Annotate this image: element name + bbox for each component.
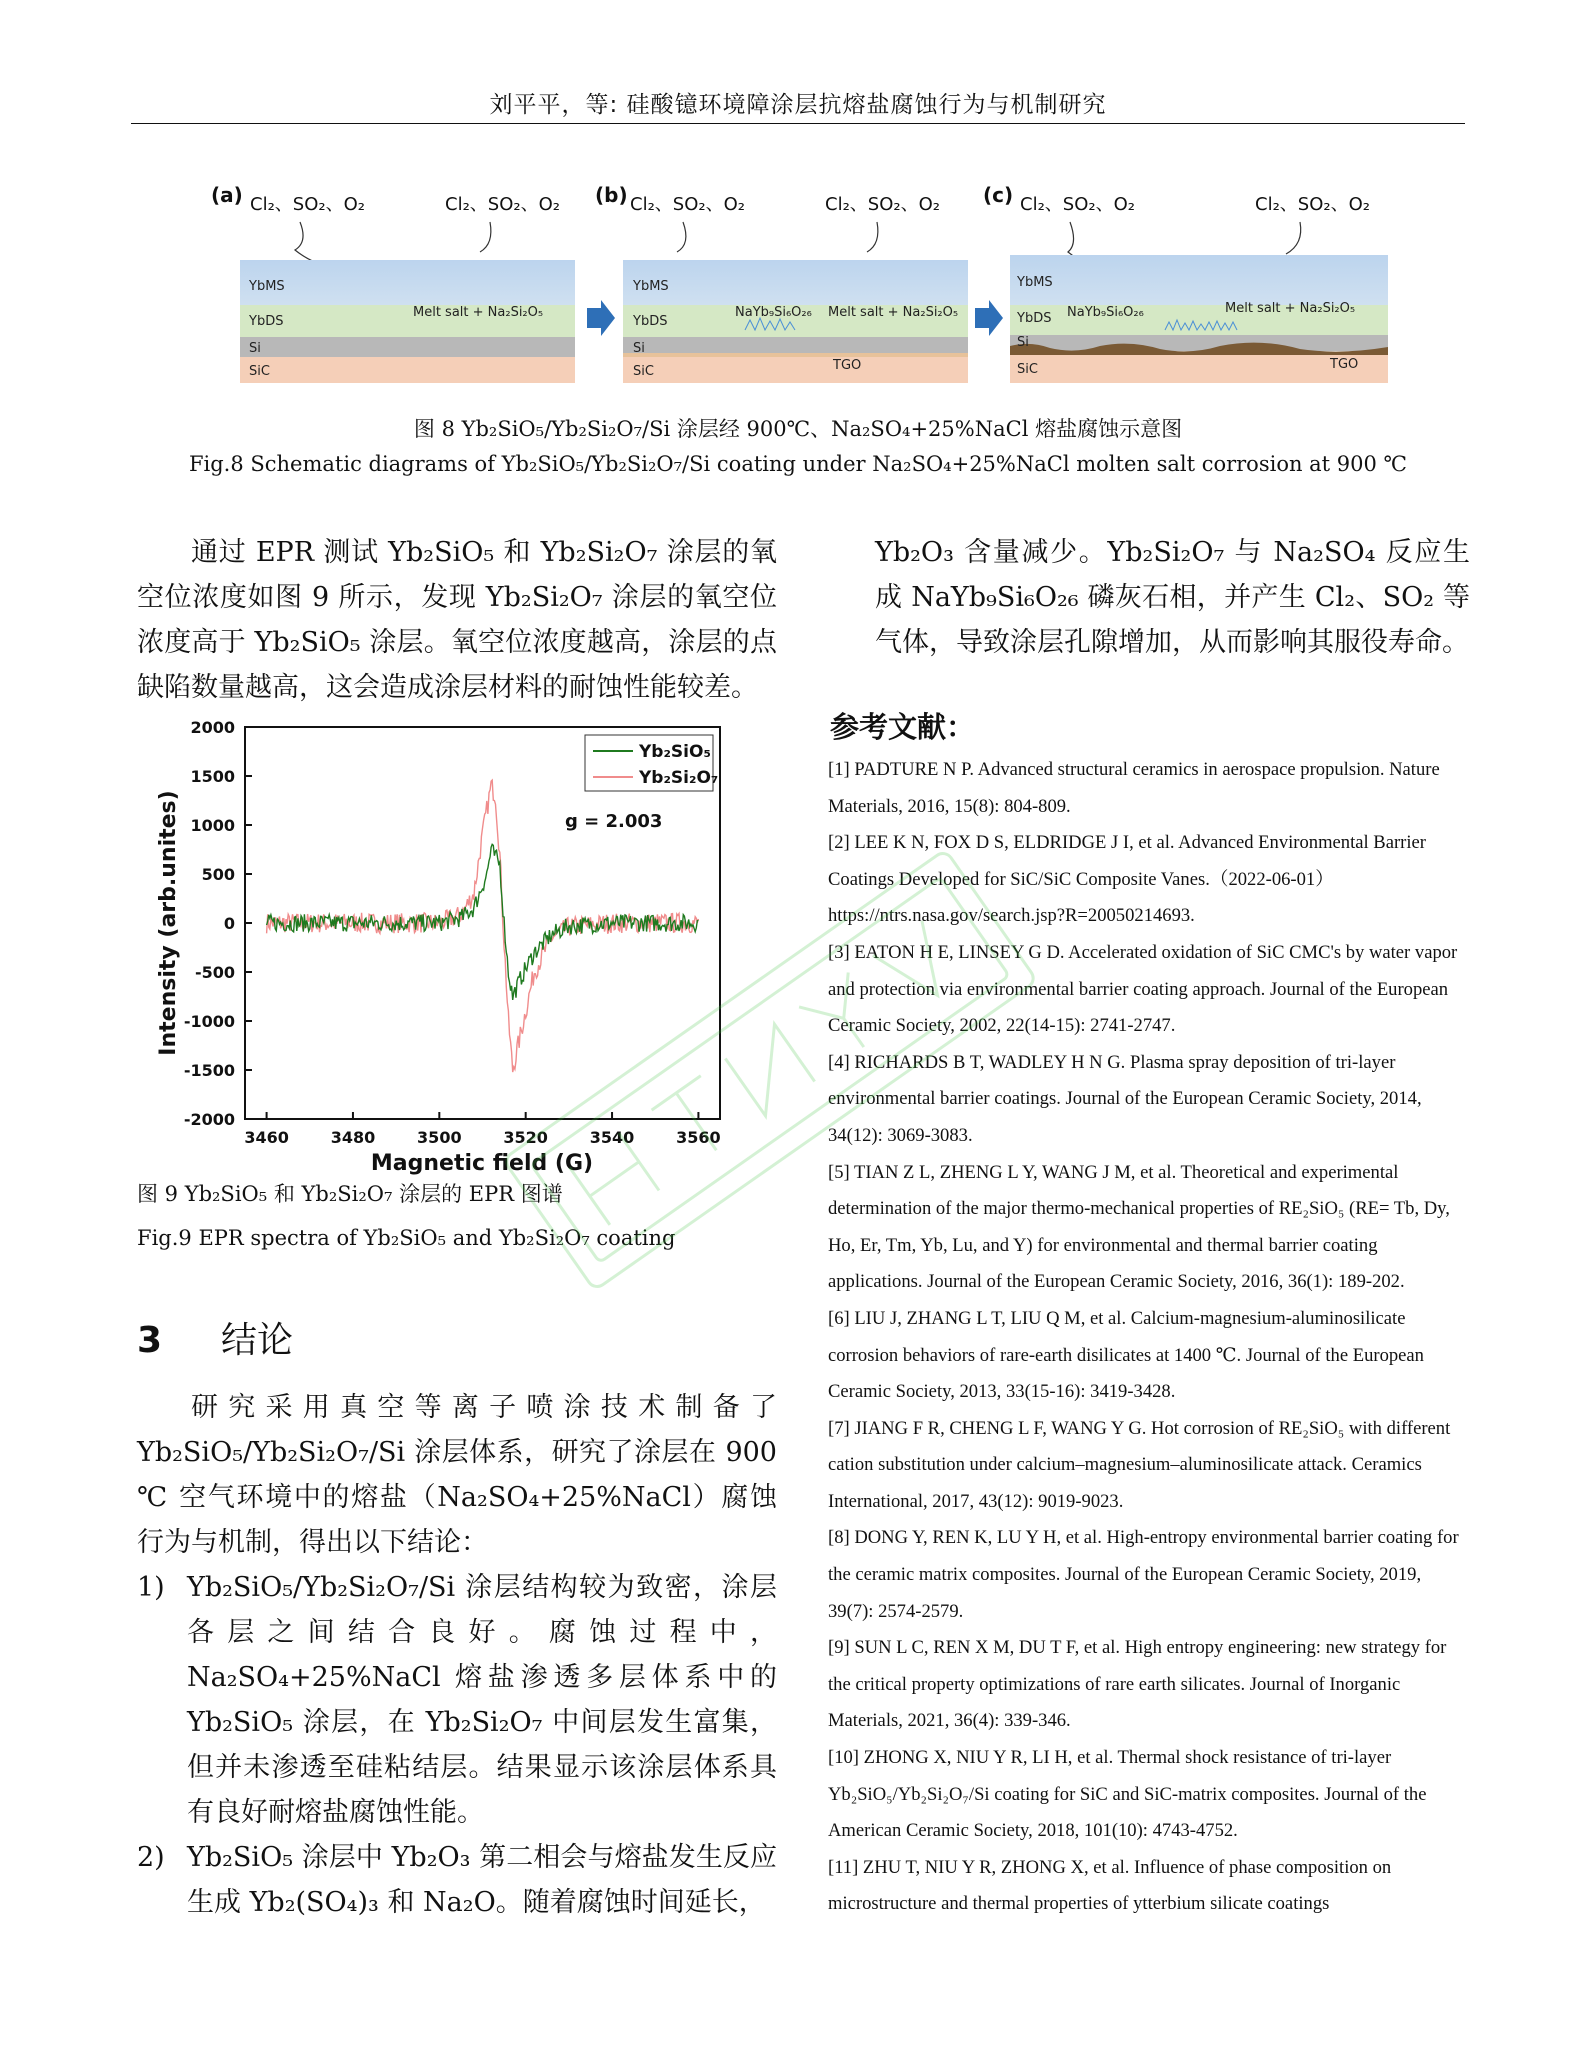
section-number: 3 (137, 1320, 163, 1361)
layer-sic: SiC (633, 364, 654, 379)
gas-label: Cl₂、SO₂、O₂ (250, 194, 365, 215)
legend (585, 735, 718, 791)
item-number: 1) (137, 1572, 165, 1603)
figure-8-caption-en: Fig.8 Schematic diagrams of Yb₂SiO₅/Yb₂Si₂O₇/Si coating under Na₂SO₄+25%NaCl molten salt corrosion at 900 ℃ (188, 452, 1408, 476)
x-tick-label: 3540 (589, 1128, 635, 1147)
paragraph-conclusion-intro: 研究采用真空等离子喷涂技术制备了 Yb₂SiO₅/Yb₂Si₂O₇/Si 涂层体系，研究了涂层在 900 ℃ 空气环境中的熔盐（Na₂SO₄+25%NaCl）腐蚀行为与机制，得出以下结论： (137, 1392, 777, 1558)
gas-label: Cl₂、SO₂、O₂ (1020, 194, 1135, 215)
reference-item: [9] SUN L C, REN X M, DU T F, et al. High entropy engineering: new strategy for the critical property optimizations of rare earth silicates. Journal of Inorganic Materials, 2021, 36(4): 339-346. (828, 1637, 1447, 1732)
tgo-label: TGO (1330, 357, 1359, 372)
tgo-label: TGO (833, 358, 862, 373)
layer-sic: SiC (1017, 362, 1038, 377)
panel-a (211, 183, 575, 383)
layer-ybds: YbDS (249, 314, 284, 329)
phase-label: NaYb₉Si₆O₂₆ (1067, 305, 1144, 320)
layer-si: Si (633, 341, 645, 356)
y-tick-label: -500 (194, 963, 235, 982)
reference-item: [4] RICHARDS B T, WADLEY H N G. Plasma spray deposition of tri-layer environmental barrier coatings. Journal of the European Ceramic Society, 2014, 34(12): 3069-3083. (828, 1051, 1422, 1146)
layer-ybds: YbDS (633, 314, 668, 329)
legend-label-2: Yb₂Si₂O₇ (639, 768, 719, 788)
layer-si: Si (249, 341, 261, 356)
reference-item: [5] TIAN Z L, ZHENG L Y, WANG J M, et al. Theoretical and experimental determination of the major thermo-mechanical properties of RE₂SiO₅ (RE= Tb, Dy, Ho, Er, Tm, Yb, Lu, and Y) for environmental and thermal barrier coating applications. Journal of the European Ceramic Society, 2016, 36(1): 189-202. (828, 1161, 1450, 1293)
reference-item: [2] LEE K N, FOX D S, ELDRIDGE J I, et al. Advanced Environmental Barrier Coatings Developed for SiC/SiC Composite Vanes.（2022-06-01）https://ntrs.nasa.gov/search.jsp?R=20050214693. (828, 832, 1426, 927)
arrow-right-icon (975, 300, 1003, 336)
layer-ybms: YbMS (249, 279, 285, 294)
layer-ybds: YbDS (1017, 311, 1052, 326)
y-tick-label: -1000 (183, 1012, 235, 1031)
y-tick-label: -2000 (183, 1110, 235, 1129)
section-heading (137, 1312, 293, 1363)
gas-label: Cl₂、SO₂、O₂ (630, 194, 745, 215)
layer-sic: SiC (249, 364, 270, 379)
reference-item: [3] EATON H E, LINSEY G D. Accelerated oxidation of SiC CMC's by water vapor and protection via environmental barrier coating approach. Journal of the European Ceramic Society, 2002, 22(14-15): 2741-2747. (828, 941, 1458, 1037)
melt-salt-label: Melt salt + Na₂Si₂O₅ (1225, 301, 1356, 316)
reference-item: [8] DONG Y, REN K, LU Y H, et al. High-entropy environmental barrier coating for the ceramic matrix composites. Journal of the European Ceramic Society, 2019, 39(7): 2574-2579. (828, 1527, 1459, 1622)
gas-label: Cl₂、SO₂、O₂ (1255, 194, 1370, 215)
conclusion-item-1 (137, 1565, 777, 1835)
x-tick-label: 3480 (330, 1128, 376, 1147)
y-tick-label: 1500 (190, 767, 235, 786)
item-text: Yb₂SiO₅ 涂层中 Yb₂O₃ 第二相会与熔盐发生反应生成 Yb₂(SO₄)₃ 和 Na₂O。随着腐蚀时间延长， (187, 1842, 777, 1918)
panel-a-label: (a) (211, 183, 243, 207)
layer-ybms: YbMS (1017, 275, 1053, 290)
section-title: 结论 (220, 1320, 293, 1361)
y-tick-label: 500 (201, 865, 235, 884)
references-title: 参考文献： (830, 710, 976, 744)
item-text: Yb₂SiO₅/Yb₂Si₂O₇/Si 涂层结构较为致密，涂层各层之间结合良好。腐蚀过程中，Na₂SO₄+25%NaCl 熔盐渗透多层体系中的 Yb₂SiO₅ 涂层，在 Yb₂Si₂O₇ 中间层发生富集，但并未渗透至硅粘结层。结果显示该涂层体系具有良好耐熔盐腐蚀性能。 (187, 1572, 777, 1828)
melt-salt-label: Melt salt + Na₂Si₂O₅ (828, 305, 959, 320)
x-tick-label: 3560 (676, 1128, 721, 1147)
reference-item: [6] LIU J, ZHANG L T, LIU Q M, et al. Calcium-magnesium-aluminosilicate corrosion behaviors of rare-earth disilicates at 1400 ℃. Journal of the European Ceramic Society, 2013, 33(15-16): 3419-3428. (828, 1307, 1424, 1403)
panel-c (983, 183, 1388, 383)
header-rule (131, 123, 1465, 124)
running-header: 刘平平，等: 硅酸镱环境障涂层抗熔盐腐蚀行为与机制研究 (489, 92, 1107, 118)
panel-c-label: (c) (983, 183, 1014, 207)
reference-item: [11] ZHU T, NIU Y R, ZHONG X, et al. Influence of phase composition on microstructure and thermal properties of ytterbium silicate coatings (828, 1856, 1392, 1915)
layer-ybms: YbMS (633, 279, 669, 294)
gas-label: Cl₂、SO₂、O₂ (825, 194, 940, 215)
y-tick-label: 0 (223, 914, 235, 933)
y-tick-label: 2000 (190, 718, 235, 737)
y-axis-label: Intensity (arb.unites) (156, 790, 181, 1056)
phase-label: NaYb₉Si₆O₂₆ (735, 305, 812, 320)
figure-9-caption-en: Fig.9 EPR spectra of Yb₂SiO₅ and Yb₂Si₂O₇ coating (137, 1226, 676, 1250)
watermark (420, 820, 1120, 1320)
melt-salt-label: Melt salt + Na₂Si₂O₅ (413, 305, 544, 320)
paragraph-epr: 通过 EPR 测试 Yb₂SiO₅ 和 Yb₂Si₂O₇ 涂层的氧空位浓度如图 9 所示，发现 Yb₂Si₂O₇ 涂层的氧空位浓度高于 Yb₂SiO₅ 涂层。氧空位浓度越高，涂层的点缺陷数量越高，这会造成涂层材料的耐蚀性能较差。 (137, 537, 777, 703)
arrow-right-icon (587, 300, 615, 336)
figure-9-caption-cn: 图 9 Yb₂SiO₅ 和 Yb₂Si₂O₇ 涂层的 EPR 图谱 (137, 1182, 563, 1206)
paragraph-continued: Yb₂O₃ 含量减少。Yb₂Si₂O₇ 与 Na₂SO₄ 反应生成 NaYb₉Si₆O₂₆ 磷灰石相，并产生 Cl₂、SO₂ 等气体，导致涂层孔隙增加，从而影响其服役寿命。 (875, 537, 1470, 658)
x-tick-label: 3520 (503, 1128, 548, 1147)
reference-item: [1] PADTURE N P. Advanced structural ceramics in aerospace propulsion. Nature Materials, 2016, 15(8): 804-809. (828, 759, 1440, 817)
reference-item: [7] JIANG F R, CHENG L F, WANG Y G. Hot corrosion of RE₂SiO₅ with different cation substitution under calcium–magnesium–aluminosilicate attack. Ceramics International, 2017, 43(12): 9019-9023. (828, 1417, 1451, 1512)
reference-item: [10] ZHONG X, NIU Y R, LI H, et al. Thermal shock resistance of tri-layer Yb₂SiO₅/Yb₂Si₂O₇/Si coating for SiC and SiC-matrix composites. Journal of the American Ceramic Society, 2018, 101(10): 4743-4752. (828, 1747, 1427, 1842)
figure-8-caption-cn: 图 8 Yb₂SiO₅/Yb₂Si₂O₇/Si 涂层经 900℃、Na₂SO₄+25%NaCl 熔盐腐蚀示意图 (413, 417, 1183, 441)
panel-b-label: (b) (595, 183, 628, 207)
item-number: 2) (137, 1842, 165, 1873)
conclusion-item-2 (137, 1835, 777, 1925)
legend-label-1: Yb₂SiO₅ (639, 742, 711, 762)
x-tick-label: 3500 (417, 1128, 462, 1147)
layer-si: Si (1017, 335, 1029, 350)
gas-label: Cl₂、SO₂、O₂ (445, 194, 560, 215)
panel-b (595, 183, 968, 383)
y-tick-label: -1500 (183, 1061, 235, 1080)
figure-8-schematic (205, 180, 1395, 405)
x-axis-label: Magnetic field (G) (370, 1151, 594, 1176)
g-annotation: g = 2.003 (565, 811, 663, 832)
x-tick-label: 3460 (244, 1128, 289, 1147)
y-tick-label: 1000 (190, 816, 235, 835)
